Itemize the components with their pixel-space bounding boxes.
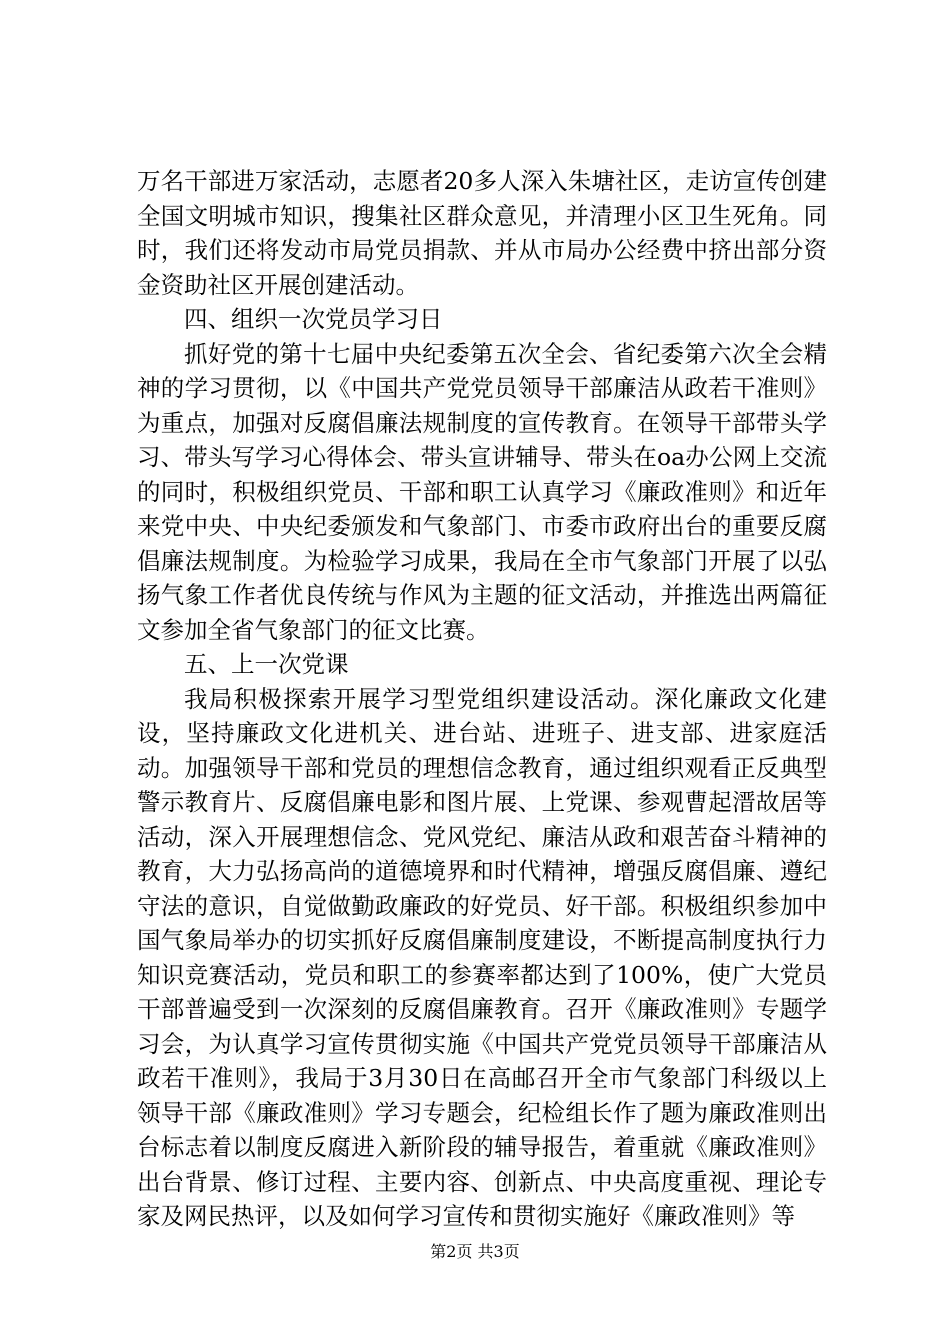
page-number-footer: 第2页 共3页 (430, 1242, 520, 1261)
paragraph-party-lesson: 我局积极探索开展学习型党组织建设活动。深化廉政文化建设，坚持廉政文化进机关、进台站、进班子、进支部、进家庭活动。加强领导干部和党员的理想信念教育，通过组织观看正反典型警示教育片、反腐倡廉电影和图片展、上党课、参观曹起溍故居等活动，深入开展理想信念、党风党纪、廉洁从政和艰苦奋斗精神的教育，大力弘扬高尚的道德境界和时代精神，增强反腐倡廉、遵纪守法的意识，自觉做勤政廉政的好党员、好干部。积极组织参加中国气象局举办的切实抓好反腐倡廉制度建设，不断提高制度执行力知识竞赛活动，党员和职工的参赛率都达到了100%，使广大党员干部普遍受到一次深刻的反腐倡廉教育。召开《廉政准则》专题学习会，为认真学习宣传贯彻实施《中国共产党党员领导干部廉洁从政若干准则》，我局于3月30日在高邮召开全市气象部门科级以上领导干部《廉政准则》学习专题会，纪检组长作了题为廉政准则出台标志着以制度反腐进入新阶段的辅导报告，着重就《廉政准则》出台背景、修订过程、主要内容、创新点、中央高度重视、理论专家及网民热评，以及如何学习宣传和贯彻实施好《廉政准则》等 (137, 684, 827, 1230)
section-heading-party-lesson: 五、上一次党课 (184, 650, 349, 678)
document-body (137, 164, 827, 1234)
paragraph-study-day: 抓好党的第十七届中央纪委第五次全会、省纪委第六次全会精神的学习贯彻，以《中国共产党党员领导干部廉洁从政若干准则》为重点，加强对反腐倡廉法规制度的宣传教育。在领导干部带头学习、带头写学习心得体会、带头宣讲辅导、带头在oa办公网上交流的同时，积极组织党员、干部和职工认真学习《廉政准则》和近年来党中央、中央纪委颁发和气象部门、市委市政府出台的重要反腐倡廉法规制度。为检验学习成果，我局在全市气象部门开展了以弘扬气象工作者优良传统与作风为主题的征文活动，并推选出两篇征文参加全省气象部门的征文比赛。 (137, 339, 827, 644)
section-heading-party-study-day: 四、组织一次党员学习日 (184, 305, 443, 333)
paragraph-volunteer-activity: 万名干部进万家活动，志愿者20多人深入朱塘社区，走访宣传创建全国文明城市知识，搜集社区群众意见，并清理小区卫生死角。同时，我们还将发动市局党员捐款、并从市局办公经费中挤出部分资金资助社区开展创建活动。 (137, 167, 827, 299)
